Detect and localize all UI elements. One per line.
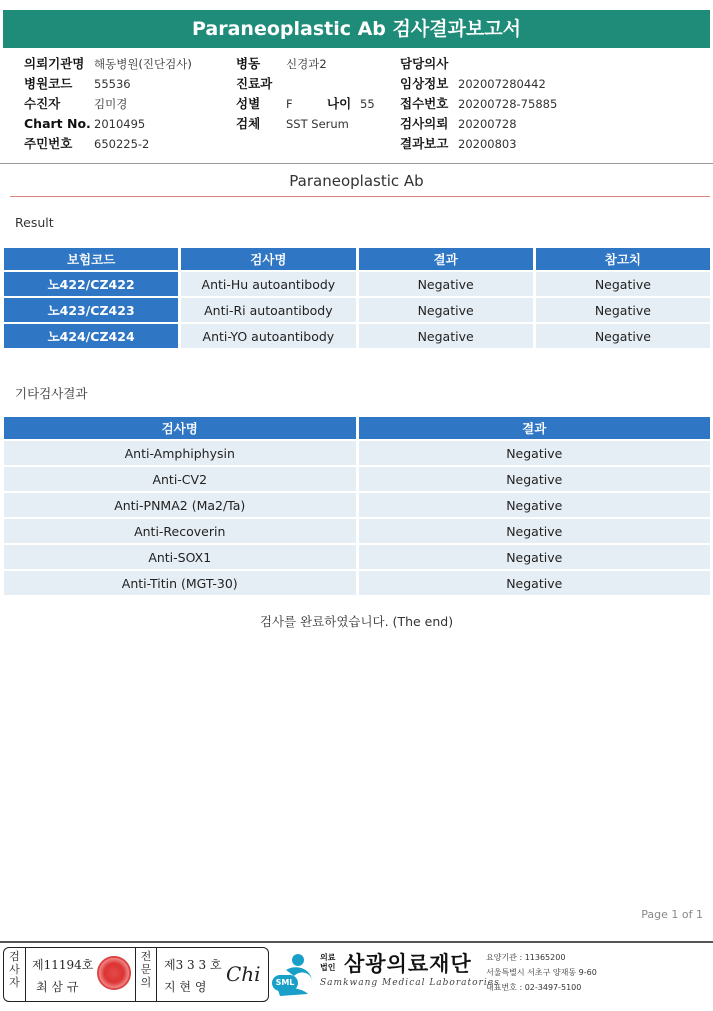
test-name: Anti-Ri autoantibody [181, 298, 355, 322]
info-row-5 [24, 134, 694, 154]
other-table-header-row [4, 417, 710, 439]
age-value: 55 [360, 97, 375, 111]
header-test-name: 검사명 [181, 248, 355, 270]
recipient-value: 김미경 [94, 97, 128, 111]
test-result: Negative [359, 298, 533, 322]
end-text: 검사를 완료하였습니다. (The end) [259, 614, 454, 629]
hospital-code-label: 병원코드 [24, 76, 73, 91]
age-label: 나이 [327, 96, 352, 111]
organization-name: 삼광의료재단 [344, 952, 472, 976]
report-date-value: 20200803 [458, 137, 517, 151]
table-row [4, 467, 710, 491]
clinical-info-label: 임상정보 [400, 76, 449, 91]
info-row-4 [24, 114, 694, 134]
test-name: Anti-Titin (MGT-30) [4, 571, 356, 595]
examiner-name: 최 삼 규 [36, 980, 79, 994]
info-divider [0, 163, 713, 164]
institution-label: 의뢰기관명 [24, 56, 85, 71]
test-result: Negative [359, 467, 711, 491]
header-reference: 참고치 [536, 248, 710, 270]
header-insurance-code: 보험코드 [4, 248, 178, 270]
recipient-label: 수진자 [24, 96, 61, 111]
ward-value: 신경과2 [286, 57, 327, 71]
specialist-license: 제3 3 3 호 [164, 958, 222, 972]
ward-label: 병동 [236, 56, 261, 71]
test-name: Anti-Hu autoantibody [181, 272, 355, 296]
result-caption: Result [15, 215, 54, 230]
test-name: Anti-YO autoantibody [181, 324, 355, 348]
insurance-code: 노422/CZ422 [4, 272, 178, 296]
test-result: Negative [359, 324, 533, 348]
test-name: Anti-PNMA2 (Ma2/Ta) [4, 493, 356, 517]
report-title: Paraneoplastic Ab 검사결과보고서 [3, 10, 710, 48]
test-name: Anti-SOX1 [4, 545, 356, 569]
doctor-label: 담당의사 [400, 56, 449, 71]
section-divider [10, 196, 710, 197]
examiner-label [4, 948, 26, 1001]
insurance-code: 노423/CZ423 [4, 298, 178, 322]
table-row [4, 298, 710, 322]
test-result: Negative [359, 493, 711, 517]
org-prefix [320, 953, 335, 973]
report-date-label: 결과보고 [400, 136, 449, 151]
org-address: 서울특별시 서초구 양재동 9-60 [486, 968, 597, 977]
info-row-2 [24, 74, 694, 94]
test-result: Negative [359, 545, 711, 569]
test-result: Negative [359, 441, 711, 465]
handwritten-signature: Chi [226, 962, 261, 986]
receipt-no-label: 접수번호 [400, 96, 449, 111]
chart-no-value: 2010495 [94, 117, 146, 131]
result-table-header-row [4, 248, 710, 270]
info-row-1 [24, 54, 694, 74]
table-row [4, 545, 710, 569]
clinical-info-value: 202007280442 [458, 77, 546, 91]
section-title: Paraneoplastic Ab [289, 172, 424, 190]
table-row [4, 571, 710, 595]
organization-english: Samkwang Medical Laboratories [320, 978, 500, 988]
org-phone: 대표번호 : 02-3497-5100 [486, 983, 582, 992]
signature-box [3, 947, 269, 1002]
resident-no-label: 주민번호 [24, 136, 73, 151]
sex-label: 성별 [236, 96, 261, 111]
info-row-3 [24, 94, 694, 114]
other-caption: 기타검사결과 [15, 386, 88, 401]
test-name: Anti-Recoverin [4, 519, 356, 543]
test-result: Negative [359, 571, 711, 595]
sml-badge: SML [272, 975, 298, 991]
insurance-code: 노424/CZ424 [4, 324, 178, 348]
test-name: Anti-CV2 [4, 467, 356, 491]
header-result: 결과 [359, 248, 533, 270]
specialist-label [135, 948, 157, 1001]
table-row [4, 272, 710, 296]
specimen-value: SST Serum [286, 117, 349, 131]
table-row [4, 519, 710, 543]
chart-no-label: Chart No. [24, 116, 91, 131]
test-result: Negative [359, 519, 711, 543]
result-table [1, 246, 713, 350]
reference-value: Negative [536, 298, 710, 322]
specimen-label: 검체 [236, 116, 261, 131]
hospital-code-value: 55536 [94, 77, 131, 91]
examiner-label-text: 검사자 [9, 950, 20, 989]
test-result: Negative [359, 272, 533, 296]
receipt-no-value: 20200728-75885 [458, 97, 558, 111]
test-name: Anti-Amphiphysin [4, 441, 356, 465]
org-prefix-2: 법인 [320, 963, 336, 972]
table-row [4, 493, 710, 517]
org-prefix-1: 의료 [320, 953, 336, 962]
header-result: 결과 [359, 417, 711, 439]
other-tests-table [1, 415, 713, 597]
request-date-label: 검사의뢰 [400, 116, 449, 131]
institution-value: 해동병원(진단검사) [94, 57, 192, 71]
examiner-license: 제11194호 [32, 958, 94, 972]
care-code: 요양기관 : 11365200 [486, 953, 566, 962]
specialist-name: 지 현 영 [164, 980, 207, 994]
header-test-name: 검사명 [4, 417, 356, 439]
department-label: 진료과 [236, 76, 273, 91]
patient-info [24, 54, 694, 154]
request-date-value: 20200728 [458, 117, 517, 131]
reference-value: Negative [536, 272, 710, 296]
footer-divider [0, 941, 713, 943]
table-row [4, 324, 710, 348]
resident-no-value: 650225-2 [94, 137, 150, 151]
specialist-label-text: 전문의 [140, 950, 152, 989]
table-row [4, 441, 710, 465]
page-number: Page 1 of 1 [641, 908, 703, 921]
official-seal-icon [97, 956, 131, 990]
sex-value: F [286, 97, 293, 111]
reference-value: Negative [536, 324, 710, 348]
